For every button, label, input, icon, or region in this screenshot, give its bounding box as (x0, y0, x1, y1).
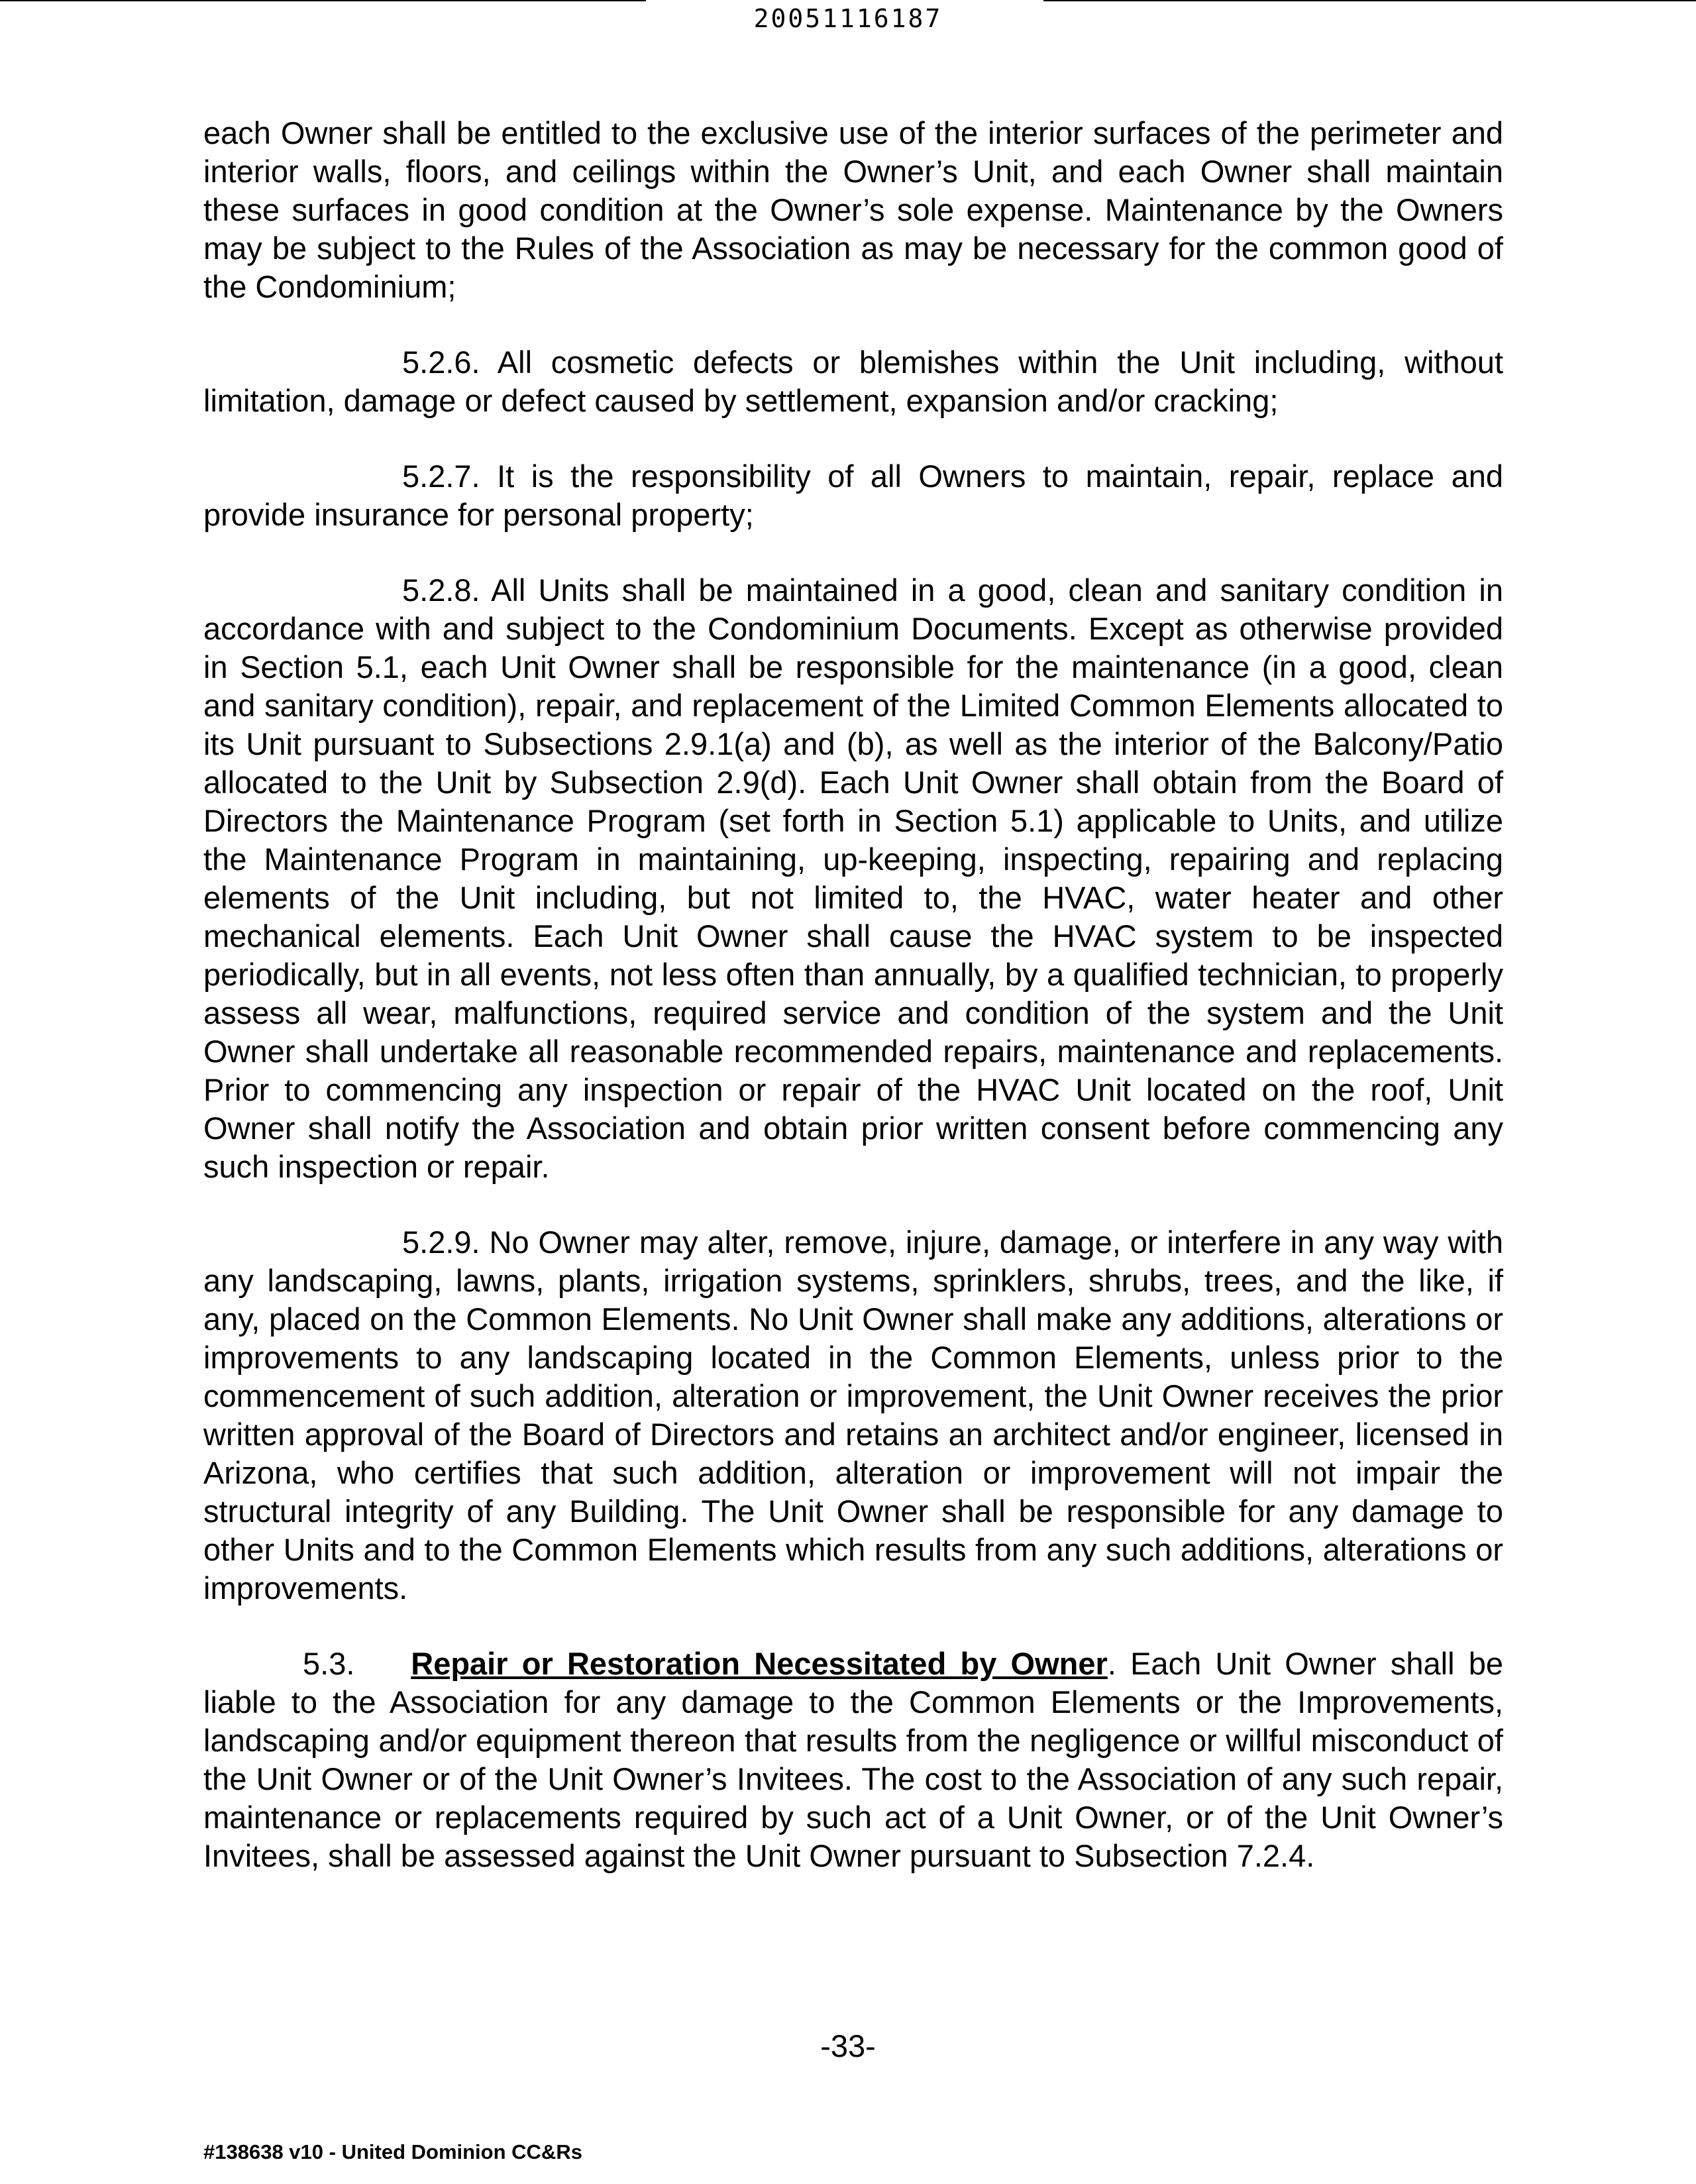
page-number: -33- (820, 2028, 876, 2063)
paragraph-5-2-9: 5.2.9. No Owner may alter, remove, injure, damage, or interfere in any way with any landscaping, lawns, plants, irrigation systems, sprinklers, shrubs, trees, and the like, if any, placed on the Common Elements. No Unit Owner shall make any additions, alterations or improvements to any landscaping located in the Common Elements, unless prior to the commencement of such addition, alteration or improvement, the Unit Owner receives the prior written approval of the Board of Directors and retains an architect and/or engineer, licensed in Arizona, who certifies that such addition, alteration or improvement will not impair the structural integrity of any Building. The Unit Owner shall be responsible for any damage to other Units and to the Common Elements which results from any such additions, alterations or improvements. (203, 1225, 1503, 1606)
paragraph-continuation: each Owner shall be entitled to the exclusive use of the interior surfaces of the perimeter and interior walls, floors, and ceilings within the Owner’s Unit, and each Owner shall maintain these surfaces in good condition at the Owner’s sole expense. Maintenance by the Owners may be subject to the Rules of the Association as may be necessary for the common good of the Condominium; (203, 115, 1503, 304)
paragraph-5-2-8: 5.2.8. All Units shall be maintained in a good, clean and sanitary condition in accordance with and subject to the Condominium Documents. Except as otherwise provided in Section 5.1, each Unit Owner shall be responsible for the maintenance (in a good, clean and sanitary condition), repair, and replacement of the Limited Common Elements allocated to its Unit pursuant to Subsections 2.9.1(a) and (b), as well as the interior of the Balcony/Patio allocated to the Unit by Subsection 2.9(d). Each Unit Owner shall obtain from the Board of Directors the Maintenance Program (set forth in Section 5.1) applicable to Units, and utilize the Maintenance Program in maintaining, up-keeping, inspecting, repairing and replacing elements of the Unit including, but not limited to, the HVAC, water heater and other mechanical elements. Each Unit Owner shall cause the HVAC system to be inspected periodically, but in all events, not less often than annually, by a qualified technician, to properly assess all wear, malfunctions, required service and condition of the system and the Unit Owner shall undertake all reasonable recommended repairs, maintenance and replacements. Prior to commencing any inspection or repair of the HVAC Unit located on the roof, Unit Owner shall notify the Association and obtain prior written consent before commencing any such inspection or repair. (203, 573, 1503, 1184)
section-heading: Repair or Restoration Necessitated by Owner (411, 1646, 1108, 1681)
paragraph-5-2-7: 5.2.7. It is the responsibility of all Owners to maintain, repair, replace and provide insurance for personal property; (203, 459, 1503, 532)
section-number: 5.3. (303, 1646, 355, 1681)
header-rule-left (0, 0, 646, 1)
document-id-footer: #138638 v10 - United Dominion CC&Rs (203, 2140, 582, 2163)
recording-number: 20051116187 (753, 4, 943, 33)
section-body: . Each Unit Owner shall be liable to the Association for any damage to the Common Elements or the Improvements, landscaping and/or equipment thereon that results from the negligence or willful misconduct of the Unit Owner or of the Unit Owner’s Invitees. The cost to the Association of any such repair, maintenance or replacements required by such act of a Unit Owner, or of the Unit Owner’s Invitees, shall be assessed against the Unit Owner pursuant to Subsection 7.2.4. (203, 1646, 1503, 1873)
paragraph-5-2-6: 5.2.6. All cosmetic defects or blemishes within the Unit including, without limitation, damage or defect caused by settlement, expansion and/or cracking; (203, 345, 1503, 418)
paragraph-5-3 (203, 1645, 1503, 1875)
header-rule-right (1043, 0, 1696, 1)
document-body (203, 114, 1503, 1912)
